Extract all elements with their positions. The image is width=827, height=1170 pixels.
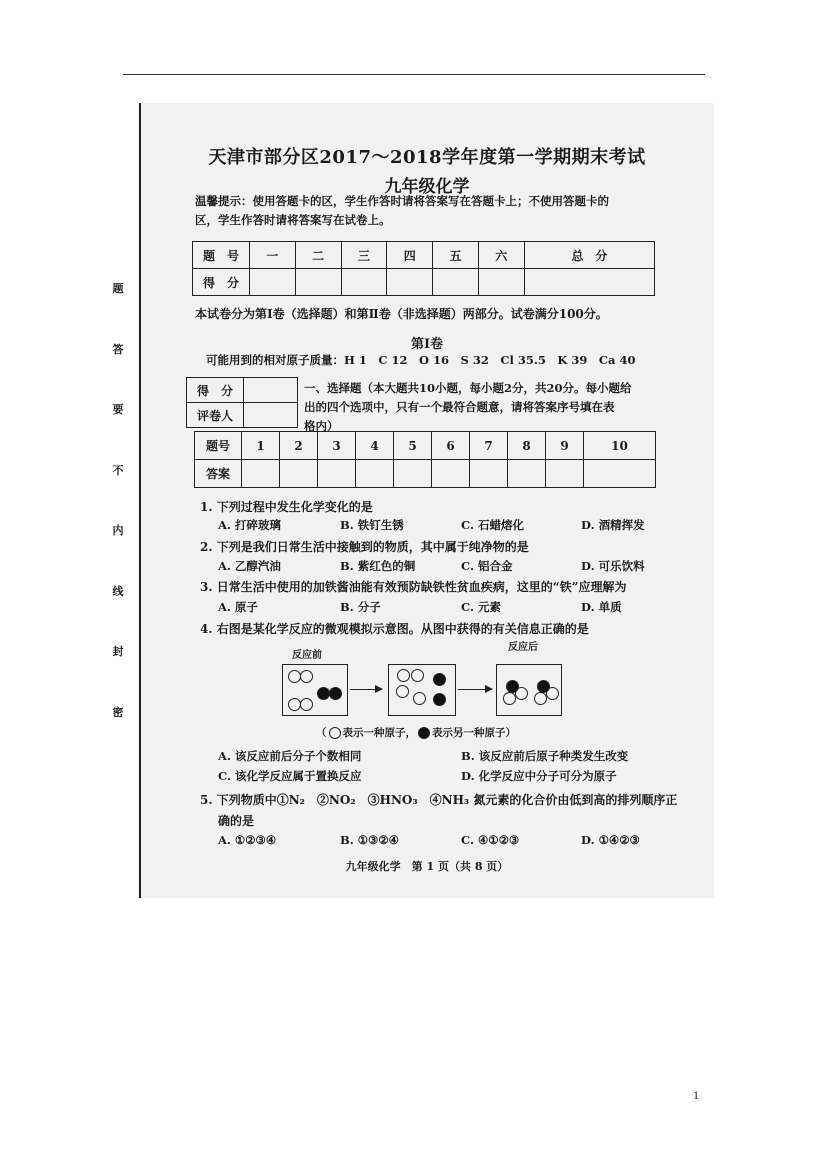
section-heading <box>304 379 660 436</box>
after-label: 反应后 <box>508 642 538 653</box>
answer-number: 10 <box>584 432 656 460</box>
option: C. ④①②③ <box>461 833 520 847</box>
page-number: 1 <box>693 1088 699 1102</box>
option: A. 该反应前后分子个数相同 <box>218 749 362 763</box>
score-header: 五 <box>433 242 479 269</box>
answer-cell <box>242 460 280 488</box>
answer-number: 5 <box>394 432 432 460</box>
answer-number: 8 <box>508 432 546 460</box>
before-label: 反应前 <box>292 650 322 661</box>
atomic-mass-line: 可能用到的相对原子质量：H 1 C 12 O 16 S 32 Cl 35.5 K 39 Ca 40 <box>206 353 636 367</box>
white-atom <box>413 692 426 705</box>
option: D. 单质 <box>581 600 622 614</box>
legend-open: （ <box>316 727 327 739</box>
score-header: 题 号 <box>193 242 250 269</box>
score-cell <box>524 269 654 296</box>
intro-text: 本试卷分为第Ⅰ卷（选择题）和第Ⅱ卷（非选择题）两部分。试卷满分100分。 <box>195 307 608 321</box>
diagram-legend <box>316 725 516 740</box>
answer-row-label: 答案 <box>195 460 242 488</box>
binding-line <box>139 103 141 898</box>
exam-subtitle: 九年级化学 <box>384 177 470 197</box>
white-atom-icon <box>329 727 341 739</box>
seal-char: 内 <box>112 524 124 538</box>
seal-char: 线 <box>112 584 124 598</box>
black-atom <box>329 687 342 700</box>
grader-cell <box>244 403 298 428</box>
seal-char: 题 <box>112 282 124 295</box>
seal-char: 答 <box>112 342 124 356</box>
page-footer: 九年级化学 第 1 页（共 8 页） <box>345 860 509 873</box>
after-box <box>496 664 562 716</box>
score-row-label: 得 分 <box>193 269 250 296</box>
option: B. 铁钉生锈 <box>340 518 404 532</box>
section-line: 格内） <box>304 419 339 433</box>
score-table <box>192 241 655 296</box>
answer-cell <box>508 460 546 488</box>
grader-label: 评卷人 <box>187 403 244 428</box>
option: D. 化学反应中分子可分为原子 <box>461 769 617 783</box>
answer-cell <box>546 460 584 488</box>
white-atom <box>503 692 516 705</box>
legend-black: 表示另一种原子） <box>432 727 516 739</box>
before-box <box>282 664 348 716</box>
white-atom <box>515 687 528 700</box>
black-atom-icon <box>418 727 430 739</box>
white-atom <box>396 685 409 698</box>
section-line: 出的四个选项中，只有一个最符合题意，请将答案序号填在表 <box>304 400 615 414</box>
answer-cell <box>584 460 656 488</box>
intermediate-box <box>388 664 456 716</box>
white-atom <box>411 669 424 682</box>
score-header: 六 <box>478 242 524 269</box>
tip-line: 温馨提示：使用答题卡的区，学生作答时请将答案写在答题卡上；不使用答题卡的 <box>195 194 609 208</box>
option: B. 分子 <box>340 600 381 614</box>
top-rule <box>123 74 705 75</box>
answer-number: 7 <box>470 432 508 460</box>
score-cell <box>433 269 479 296</box>
answer-number: 2 <box>280 432 318 460</box>
option: A. ①②③④ <box>218 833 277 847</box>
answer-table <box>194 431 656 488</box>
exam-title: 天津市部分区2017～2018学年度第一学期期末考试 <box>208 147 646 168</box>
question-4: 4. 右图是某化学反应的微观模拟示意图。从图中获得的有关信息正确的是 <box>200 622 589 636</box>
arrow-icon <box>458 689 492 690</box>
tip-text <box>195 192 655 230</box>
option: C. 元素 <box>461 600 501 614</box>
answer-cell <box>356 460 394 488</box>
answer-cell <box>470 460 508 488</box>
white-atom <box>300 670 313 683</box>
question-5-cont: 确的是 <box>218 814 255 828</box>
question-1: 1. 下列过程中发生化学变化的是 <box>200 500 373 514</box>
part-title: 第Ⅰ卷 <box>410 337 444 352</box>
option: B. 该反应前后原子种类发生改变 <box>461 749 629 763</box>
option: C. 石蜡熔化 <box>461 518 524 532</box>
black-atom <box>433 693 446 706</box>
answer-cell <box>318 460 356 488</box>
score-header: 三 <box>341 242 387 269</box>
option: D. 可乐饮料 <box>581 559 645 573</box>
option: B. 紫红色的铜 <box>340 559 416 573</box>
answer-number: 9 <box>546 432 584 460</box>
white-atom <box>546 687 559 700</box>
score-cell <box>341 269 387 296</box>
question-2: 2. 下列是我们日常生活中接触到的物质，其中属于纯净物的是 <box>200 540 529 554</box>
score-cell <box>478 269 524 296</box>
score-cell <box>295 269 341 296</box>
score-header: 二 <box>295 242 341 269</box>
answer-header-label: 题号 <box>195 432 242 460</box>
seal-char: 不 <box>112 463 124 477</box>
tip-line: 区，学生作答时请将答案写在试卷上。 <box>195 213 391 227</box>
seal-char: 要 <box>112 403 124 417</box>
black-atom <box>433 673 446 686</box>
question-5: 5. 下列物质中①N₂ ②NO₂ ③HNO₃ ④NH₃ 氮元素的化合价由低到高的排列顺序正 <box>200 793 678 807</box>
answer-cell <box>280 460 318 488</box>
seal-line-text <box>106 280 130 720</box>
option: A. 原子 <box>218 600 258 614</box>
option: C. 铝合金 <box>461 559 513 573</box>
answer-number: 3 <box>318 432 356 460</box>
answer-cell <box>432 460 470 488</box>
score-header: 一 <box>250 242 296 269</box>
seal-char: 封 <box>112 645 124 659</box>
seal-char: 密 <box>112 705 124 719</box>
option: C. 该化学反应属于置换反应 <box>218 769 362 783</box>
option: A. 乙醇汽油 <box>218 559 281 573</box>
score-header: 四 <box>387 242 433 269</box>
question-3: 3. 日常生活中使用的加铁酱油能有效预防缺铁性贫血疾病，这里的“铁”应理解为 <box>200 580 627 594</box>
white-atom <box>300 698 313 711</box>
option: D. 酒精挥发 <box>581 518 645 532</box>
score-cell <box>250 269 296 296</box>
option: B. ①③②④ <box>340 833 399 847</box>
answer-number: 6 <box>432 432 470 460</box>
grader-cell <box>244 378 298 403</box>
option: A. 打碎玻璃 <box>218 518 281 532</box>
white-atom <box>397 669 410 682</box>
arrow-icon <box>350 689 382 690</box>
answer-number: 4 <box>356 432 394 460</box>
option: D. ①④②③ <box>581 833 640 847</box>
legend-white: 表示一种原子， <box>342 727 416 739</box>
answer-number: 1 <box>242 432 280 460</box>
section-line: 一、选择题（本大题共10小题，每小题2分，共20分。每小题给 <box>304 381 632 395</box>
score-cell <box>387 269 433 296</box>
grader-score-label: 得 分 <box>187 378 244 403</box>
grader-table <box>186 377 298 428</box>
white-atom <box>534 692 547 705</box>
answer-cell <box>394 460 432 488</box>
score-header: 总 分 <box>524 242 654 269</box>
